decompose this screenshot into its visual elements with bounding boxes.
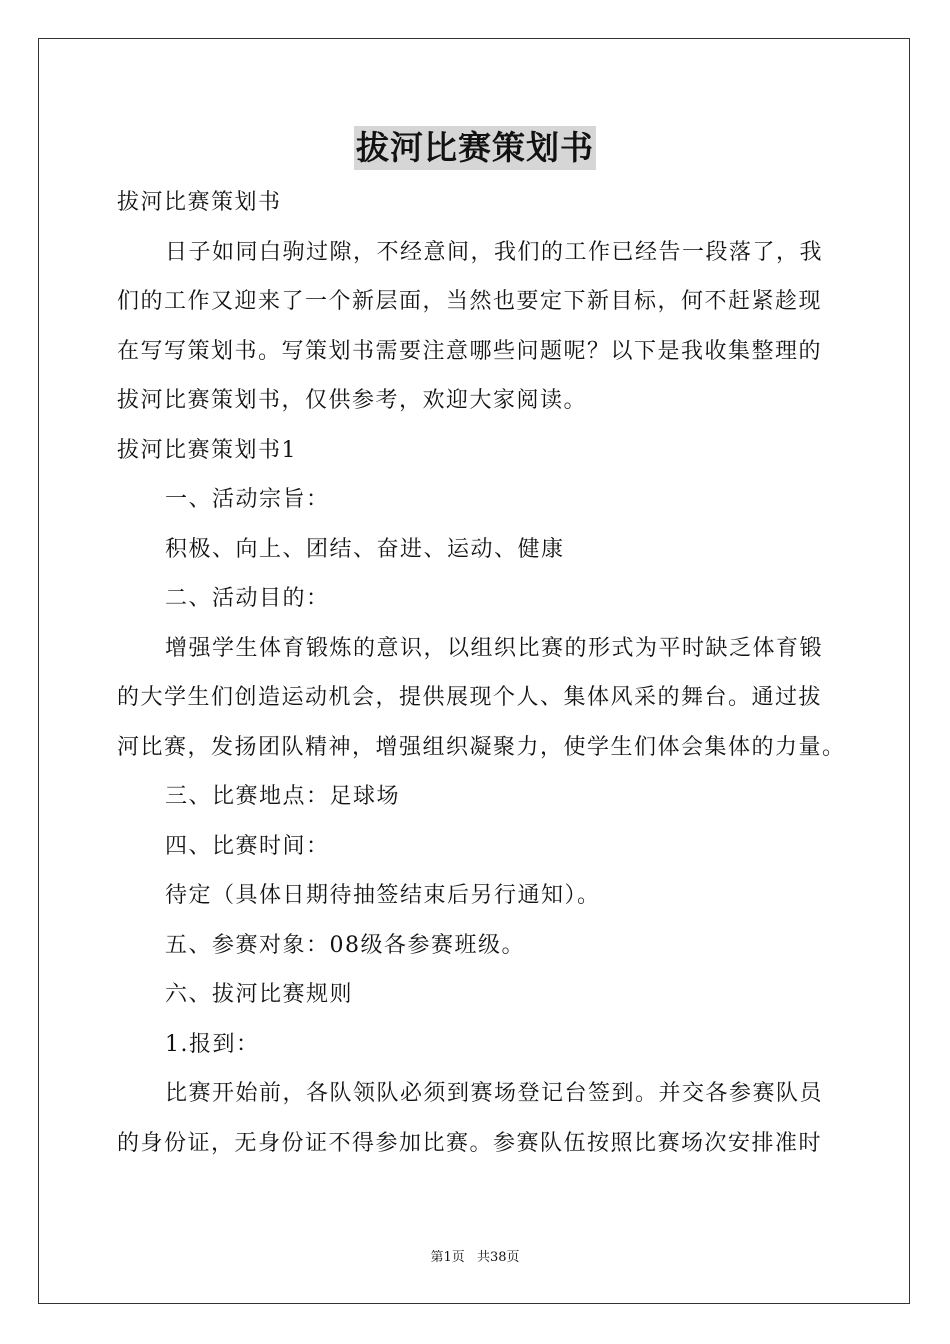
paragraph-line: 一、活动宗旨： bbox=[165, 487, 330, 512]
document-body bbox=[117, 178, 857, 1168]
paragraph-line: 在写写策划书。写策划书需要注意哪些问题呢？以下是我收集整理的 bbox=[117, 338, 823, 364]
paragraph-line: 增强学生体育锻炼的意识，以组织比赛的形式为平时缺乏体育锻 bbox=[165, 635, 824, 661]
paragraph-line: 拔河比赛策划书1 bbox=[117, 437, 297, 463]
paragraph-line: 比赛开始前，各队领队必须到赛场登记台签到。并交各参赛队员 bbox=[165, 1081, 824, 1106]
paragraph-line: 待定（具体日期待抽签结束后另行通知）。 bbox=[165, 883, 601, 908]
paragraph-line: 拔河比赛策划书 bbox=[117, 190, 282, 215]
page-number: 第1页 bbox=[430, 1250, 465, 1265]
paragraph-line: 三、比赛地点：足球场 bbox=[165, 784, 401, 809]
paragraph-line: 河比赛，发扬团队精神，增强组织凝聚力，使学生们体会集体的力量。 bbox=[117, 734, 846, 760]
page-footer bbox=[0, 1246, 950, 1265]
paragraph-line: 二、活动目的： bbox=[165, 586, 330, 611]
paragraph-line: 们的工作又迎来了一个新层面，当然也要定下新目标，何不赶紧趁现 bbox=[117, 289, 823, 314]
page-total: 共38页 bbox=[476, 1250, 520, 1265]
paragraph-line: 拔河比赛策划书，仅供参考，欢迎大家阅读。 bbox=[117, 388, 588, 413]
paragraph-line: 日子如同白驹过隙，不经意间，我们的工作已经告一段落了，我 bbox=[165, 239, 824, 265]
paragraph-line: 四、比赛时间： bbox=[165, 833, 330, 859]
paragraph-line: 五、参赛对象：08级各参赛班级。 bbox=[165, 932, 525, 958]
document-title: 拔河比赛策划书 bbox=[354, 126, 596, 170]
paragraph-line: 的大学生们创造运动机会，提供展现个人、集体风采的舞台。通过拔 bbox=[117, 685, 823, 710]
paragraph-line: 的身份证，无身份证不得参加比赛。参赛队伍按照比赛场次安排准时 bbox=[117, 1130, 823, 1156]
title-container bbox=[0, 126, 950, 170]
paragraph-line: 六、拔河比赛规则 bbox=[165, 982, 354, 1007]
paragraph-line: 1.报到： bbox=[165, 1031, 260, 1057]
paragraph-line: 积极、向上、团结、奋进、运动、健康 bbox=[165, 536, 565, 562]
